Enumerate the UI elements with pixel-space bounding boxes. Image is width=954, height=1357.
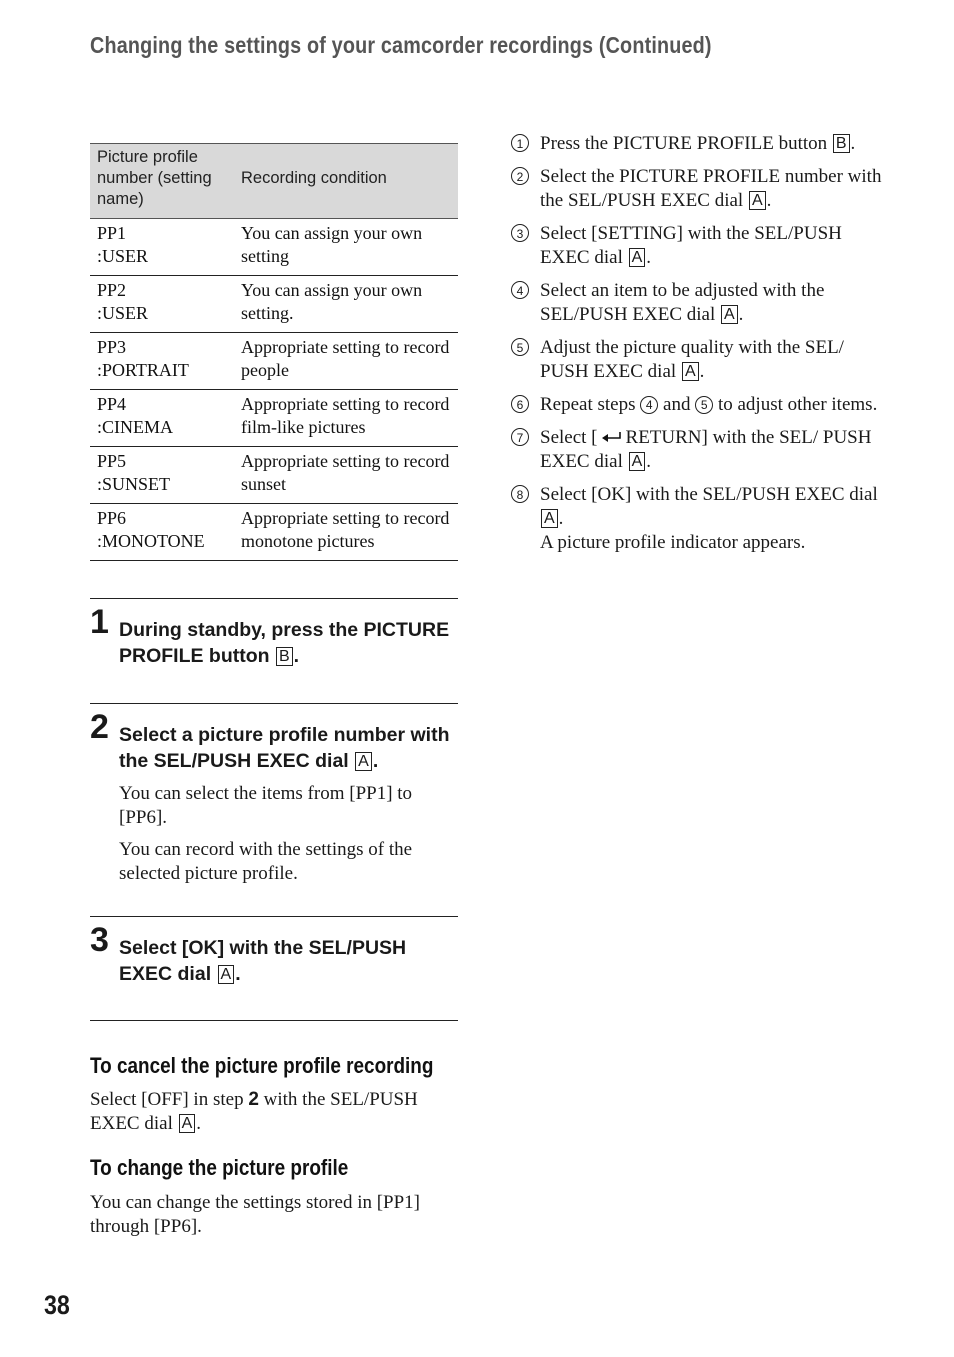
table-cell-profile: PP2 :USER [90,276,234,333]
table-row [90,447,458,504]
table-cell-profile: PP3 :PORTRAIT [90,333,234,390]
list-item: 1 Press the PICTURE PROFILE button B . [510,132,882,156]
key-a-label: A [218,965,235,984]
step-title: During standby, press the PICTURE PROFILE button B . [119,619,450,667]
table-row [90,276,458,333]
table-row [90,333,458,390]
step-title: Select a picture profile number with the SEL/PUSH EXEC dial A . [119,724,450,772]
list-item: 6 Repeat steps 4 and 5 to adjust other items. [510,393,882,417]
list-number: 6 [511,395,529,413]
table-cell-profile: PP1 :USER [90,219,234,276]
table-cell-condition: Appropriate setting to record film-like pictures [234,390,458,447]
key-a-label: A [721,305,738,324]
table-cell-profile: PP6 :MONOTONE [90,504,234,561]
step-1 [90,598,458,669]
list-number: 8 [511,485,529,503]
table-header-row [90,144,458,219]
key-a-label: A [682,362,699,381]
table-row [90,390,458,447]
step-number: 3 [90,921,109,959]
cancel-text: Select [OFF] in step 2 with the SEL/PUSH EXEC dial A . [90,1089,418,1134]
list-item: 8 Select [OK] with the SEL/PUSH EXEC dial A . A picture profile indicator appears. [510,483,882,555]
list-number: 4 [511,281,529,299]
step-3 [90,916,458,987]
return-arrow-icon [600,427,624,441]
key-a-label: A [749,191,766,210]
key-a-label: A [629,452,646,471]
key-a-label: A [541,509,558,528]
table-cell-profile: PP4 :CINEMA [90,390,234,447]
table-cell-condition: Appropriate setting to record sunset [234,447,458,504]
table-header-profile: Picture profile number (setting name) [90,144,234,219]
list-number: 3 [511,224,529,242]
list-number: 7 [511,428,529,446]
table-row [90,504,458,561]
change-heading: To change the picture profile [90,1155,349,1180]
step-number: 1 [90,603,109,641]
step-body-text: You can record with the settings of the selected picture profile. [119,839,413,884]
page-header-title: Changing the settings of your camcorder recordings (Continued) [90,32,712,58]
table-header-condition: Recording condition [234,144,458,219]
change-text: You can change the settings stored in [PP1] through [PP6]. [90,1192,421,1237]
list-item: 5 Adjust the picture quality with the SEL/ PUSH EXEC dial A . [510,336,882,384]
step-2 [90,703,458,886]
table-row [90,219,458,276]
key-a-label: A [355,752,372,771]
list-number: 1 [511,134,529,152]
list-number: 5 [511,338,529,356]
step-number: 2 [90,708,109,746]
step-ref-4: 4 [640,396,658,414]
table-cell-condition: Appropriate setting to record people [234,333,458,390]
table-cell-profile: PP5 :SUNSET [90,447,234,504]
list-number: 2 [511,167,529,185]
key-b-label: B [833,134,850,153]
list-item: 7 Select [ RETURN] with the SEL/ PUSH EXEC dial A . [510,426,882,474]
step-title: Select [OK] with the SEL/PUSH EXEC dial A . [119,937,407,985]
key-b-label: B [276,647,293,666]
picture-profile-table [90,143,458,561]
table-cell-condition: You can assign your own setting [234,219,458,276]
page-number: 38 [44,1290,70,1320]
cancel-heading: To cancel the picture profile recording [90,1053,434,1078]
list-item: 2 Select the PICTURE PROFILE number with the SEL/PUSH EXEC dial A . [510,165,882,213]
picture-profile-table-wrap [90,143,458,561]
procedure-list [510,132,882,564]
list-item: 4 Select an item to be adjusted with the SEL/PUSH EXEC dial A . [510,279,882,327]
key-a-label: A [629,248,646,267]
table-cell-condition: You can assign your own setting. [234,276,458,333]
step-ref-5: 5 [695,396,713,414]
table-cell-condition: Appropriate setting to record monotone pictures [234,504,458,561]
list-item: 3 Select [SETTING] with the SEL/PUSH EXEC dial A . [510,222,882,270]
section-divider [90,1020,458,1021]
list-item-note: A picture profile indicator appears. [540,532,806,553]
key-a-label: A [179,1114,196,1133]
step-body-text: You can select the items from [PP1] to [PP6]. [119,783,413,828]
